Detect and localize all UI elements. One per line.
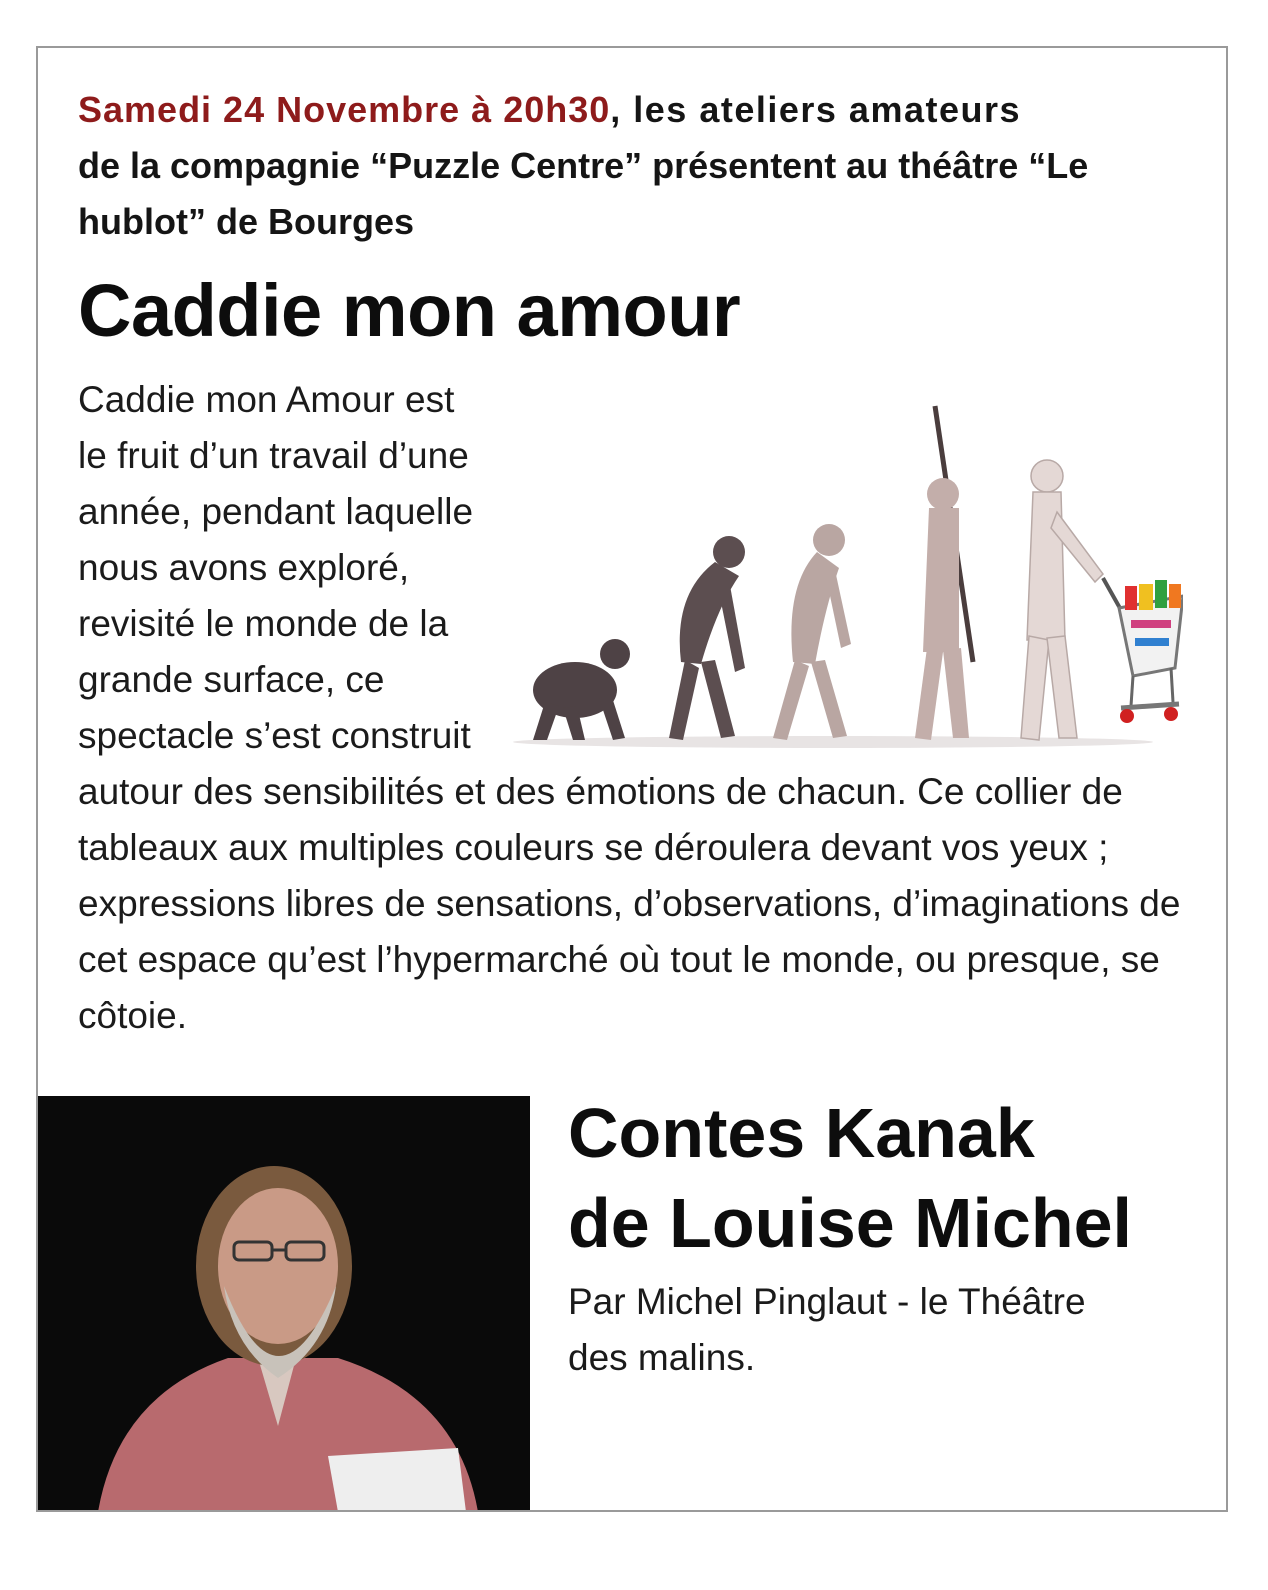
show-description-text: Caddie mon Amour est le fruit d’un travail d’une année, pendant laquelle nous avons exploré, revisité le monde de la grande surface, ce spectacle s’est construit autour des sensibilités et des émotions de chacun. Ce collier de tableaux aux multiples couleurs se déroulera devant vos yeux ; expressions libres de sensations, d’observations, d’imaginations de cet espace qu’est l’hypermarché où tout le monde, ou presque, se côtoie. [78,379,1181,1036]
show-credit [568,1274,1188,1386]
storyteller-portrait-icon [38,1096,530,1512]
show-title-contes-kanak [568,1088,1132,1268]
event-description: de la compagnie “Puzzle Centre” présentent au théâtre “Le hublot” de Bourges [78,145,1089,242]
show-credit-line-1: Par Michel Pinglaut - le Théâtre [568,1281,1086,1322]
show-credit-line-2: des malins. [568,1337,756,1378]
show-title-caddie: Caddie mon amour [78,269,741,352]
storyteller-photo [38,1096,530,1512]
event-lead: , les ateliers amateurs [610,89,1022,130]
show-title-line-2: de Louise Michel [568,1184,1132,1262]
show-title-line-1: Contes Kanak [568,1094,1035,1172]
event-date: Samedi 24 Novembre à 20h30 [78,89,611,130]
show-description [78,372,1183,1044]
flyer [36,46,1228,1512]
shopping-cart-icon [1103,578,1183,723]
evolution-to-shopping-cart-icon [503,372,1183,764]
event-announcement [78,82,1178,250]
